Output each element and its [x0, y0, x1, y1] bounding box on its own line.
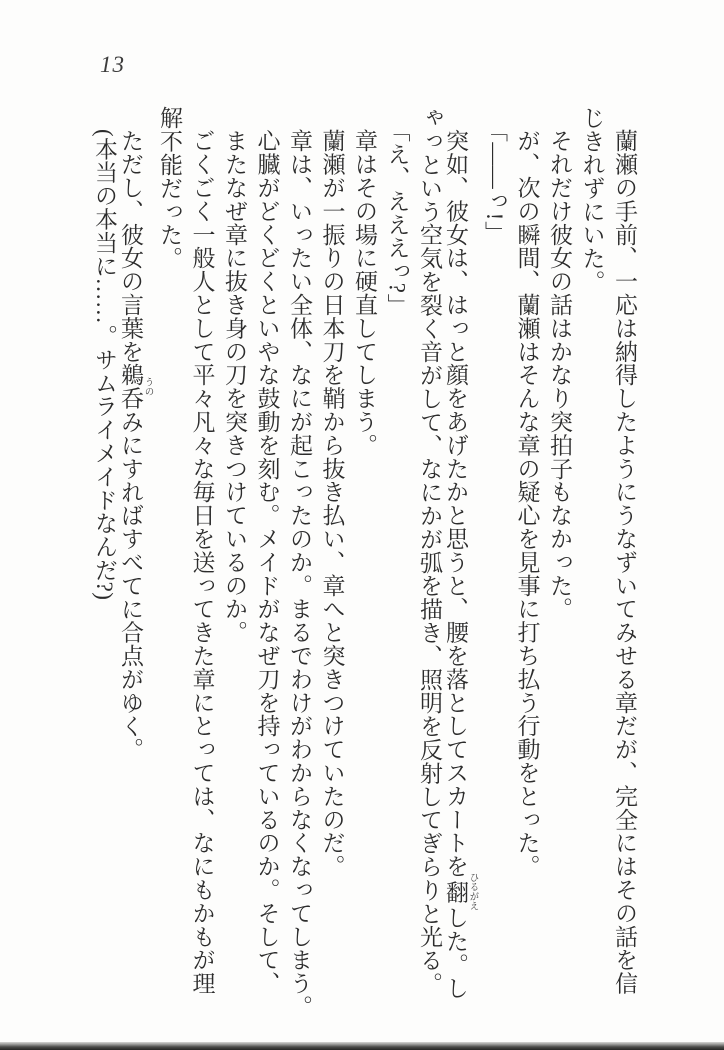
text-line: じきれずにいた。	[579, 106, 605, 294]
text-line: 解不能だった。	[157, 106, 182, 270]
text-line: ゃっという空気を裂く音がして、なにかが弧を描き、照明を反射してぎらりと光る。	[417, 106, 442, 996]
text-block	[88, 106, 641, 1028]
text-line: またなぜ章に抜き身の刀を突きつけているのか。	[222, 129, 247, 644]
text-line: ごくごく一般人として平々凡々な毎日を送ってきた章にとっては、なにもかもが理	[189, 129, 215, 995]
page-number: 13	[100, 52, 125, 77]
text-line: 突如、彼女は、はっと顔をあげたかと思うと、腰を落としてスカートを翻 ひるがえした。し	[443, 129, 478, 1000]
text-line: 「え、えええっ?」	[384, 118, 410, 317]
text-line: ただし、彼女の言葉を鵜呑 うのみにすればすべてに合点がゆく。	[118, 129, 153, 761]
text-line: 章は、いったい全体、なにが起こったのか。まるでわけがわからなくなってしまう。	[287, 129, 312, 1019]
text-line: が、次の瞬間、蘭瀬はそんな章の疑心を見事に打ち払う行動をとった。	[514, 129, 540, 878]
text-line: (本当の本当に……。サムライメイドなんだ?)	[92, 129, 117, 601]
text-line: 心臓がどくどくといやな鼓動を刻む。メイドがなぜ刀を持っているのか。そして、	[254, 129, 280, 995]
text-line: 蘭瀬の手前、一応は納得したようにうなずいてみせる章だが、完全にはその話を信	[612, 129, 637, 995]
text-line: 蘭瀬が一振りの日本刀を鞘から抜き払い、章へと突きつけていたのだ。	[319, 129, 345, 878]
text-line: 「――っ!」	[482, 118, 507, 244]
furigana-ruby: 鵜呑 うの	[118, 363, 153, 410]
text-line: 章はその場に硬直してしまう。	[352, 129, 377, 457]
text-line: それだけ彼女の話はかなり突拍子もなかった。	[547, 129, 572, 621]
book-edge-shadow	[0, 1042, 724, 1050]
furigana-ruby: 翻 ひるがえ	[443, 872, 478, 911]
